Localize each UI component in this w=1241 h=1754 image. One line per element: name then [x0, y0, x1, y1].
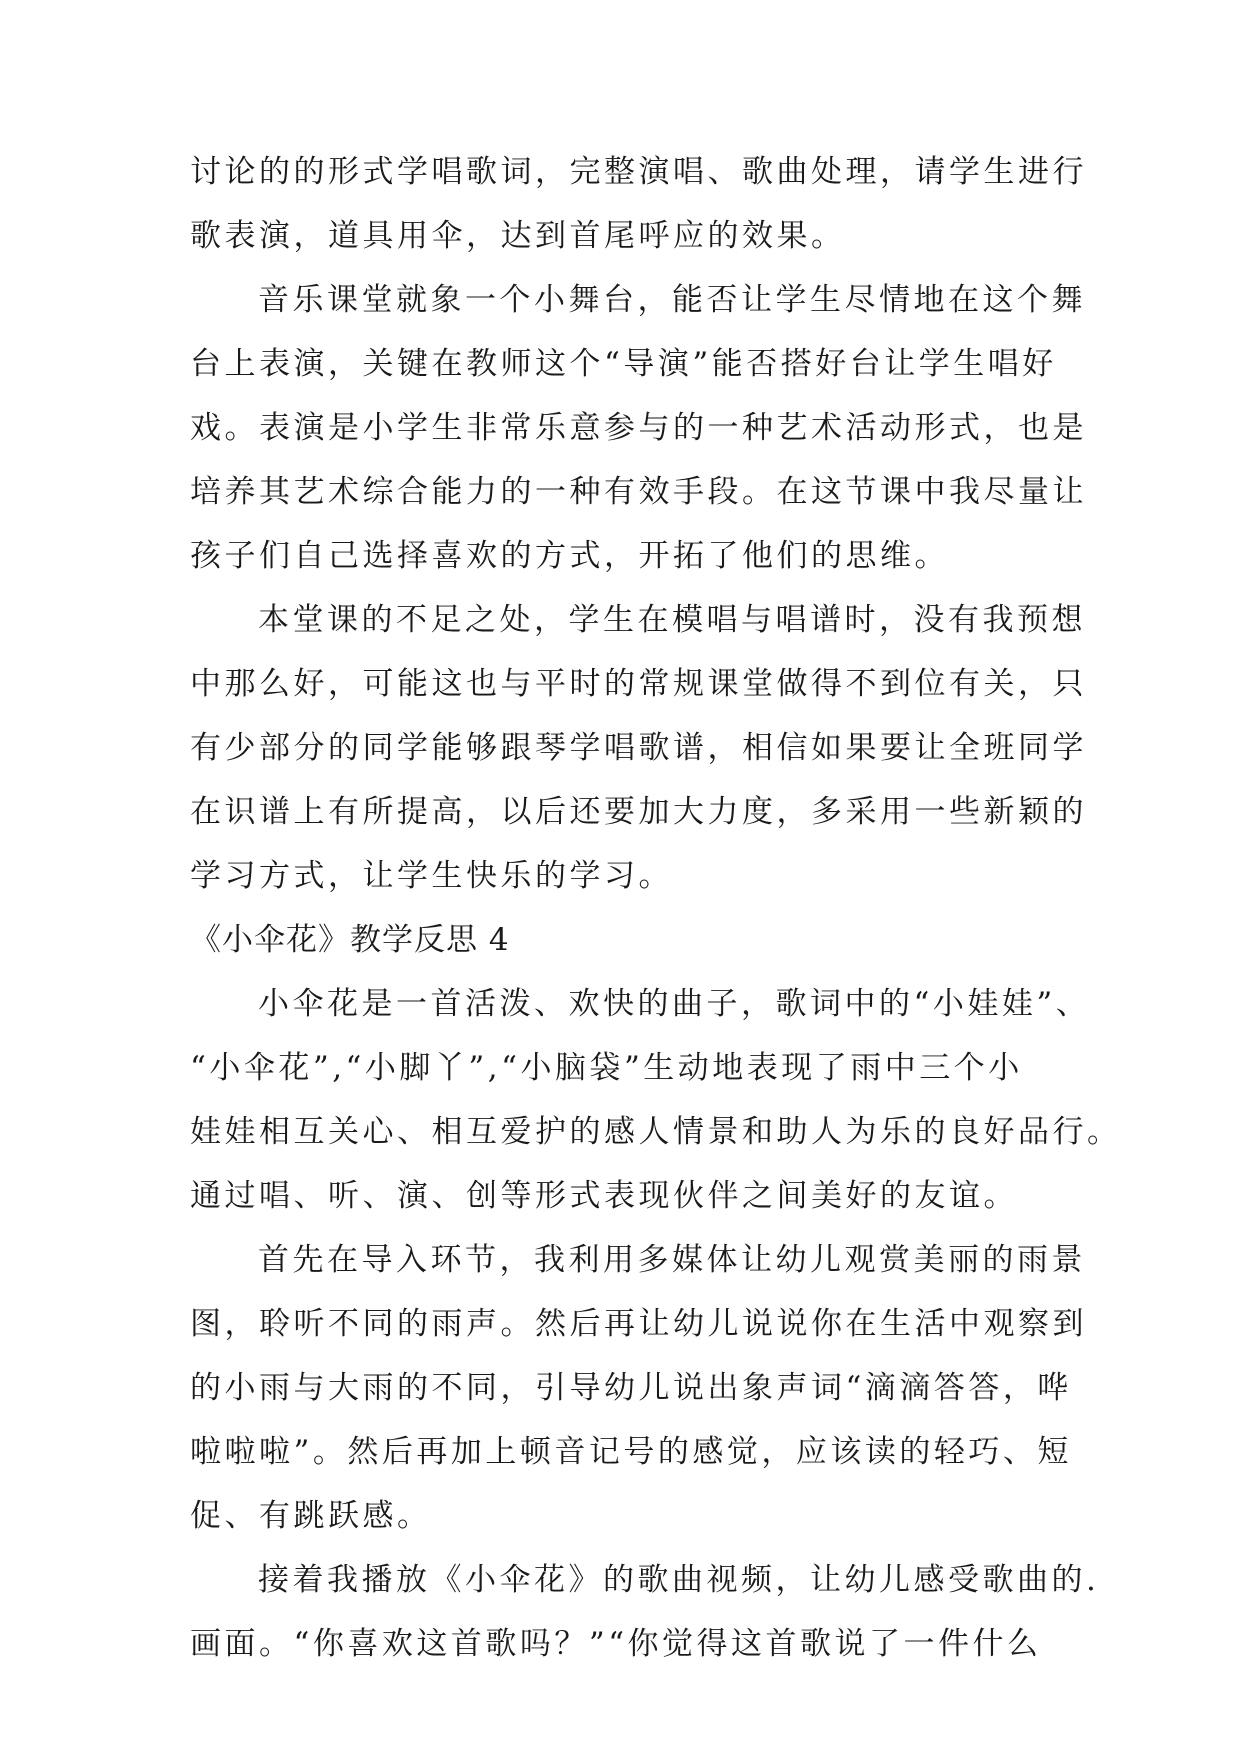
text-line: “小伞花”,“小脚丫”,“小脑袋”生动地表现了雨中三个小	[190, 1050, 1023, 1086]
paragraph-start-line: 接着我播放《小伞花》的歌曲视频，让幼儿感受歌曲的.	[258, 1562, 1100, 1598]
paragraph-start-line: 首先在导入环节，我利用多媒体让幼儿观赏美丽的雨景	[258, 1242, 1086, 1278]
text-line: 啦啦啦”。然后再加上顿音记号的感觉，应该读的轻巧、短	[190, 1434, 1072, 1470]
text-line: 戏。表演是小学生非常乐意参与的一种艺术活动形式，也是	[190, 410, 1087, 446]
text-line: 讨论的的形式学唱歌词，完整演唱、歌曲处理，请学生进行	[190, 154, 1087, 190]
paragraph-start-line: 音乐课堂就象一个小舞台，能否让学生尽情地在这个舞	[258, 282, 1086, 318]
text-line: 歌表演，道具用伞，达到首尾呼应的效果。	[190, 218, 846, 254]
text-line: 促、有跳跃感。	[190, 1498, 432, 1534]
text-line: 娃娃相互关心、相互爱护的感人情景和助人为乐的良好品行。	[190, 1114, 1122, 1150]
paragraph-start-line: 本堂课的不足之处，学生在模唱与唱谱时，没有我预想	[258, 602, 1086, 638]
text-line: 台上表演，关键在教师这个“导演”能否搭好台让学生唱好	[190, 346, 1057, 382]
text-line: 孩子们自己选择喜欢的方式，开拓了他们的思维。	[190, 538, 949, 574]
text-line: 学习方式，让学生快乐的学习。	[190, 858, 673, 894]
text-line: 画面。“你喜欢这首歌吗？”“你觉得这首歌说了一件什么	[190, 1626, 1042, 1662]
paragraph-start-line: 小伞花是一首活泼、欢快的曲子，歌词中的“小娃娃”、	[258, 986, 1091, 1022]
text-line: 的小雨与大雨的不同，引导幼儿说出象声词“滴滴答答，哗	[190, 1370, 1072, 1406]
text-line: 培养其艺术综合能力的一种有效手段。在这节课中我尽量让	[190, 474, 1087, 510]
document-body	[190, 140, 1122, 1676]
text-line: 在识谱上有所提高，以后还要加大力度，多采用一些新颖的	[190, 794, 1087, 830]
text-line: 通过唱、听、演、创等形式表现伙伴之间美好的友谊。	[190, 1178, 1018, 1214]
text-line: 图，聆听不同的雨声。然后再让幼儿说说你在生活中观察到	[190, 1306, 1087, 1342]
text-line: 中那么好，可能这也与平时的常规课堂做得不到位有关，只	[190, 666, 1087, 702]
text-line: 有少部分的同学能够跟琴学唱歌谱，相信如果要让全班同学	[190, 730, 1087, 766]
section-heading: 《小伞花》教学反思 4	[190, 922, 510, 958]
